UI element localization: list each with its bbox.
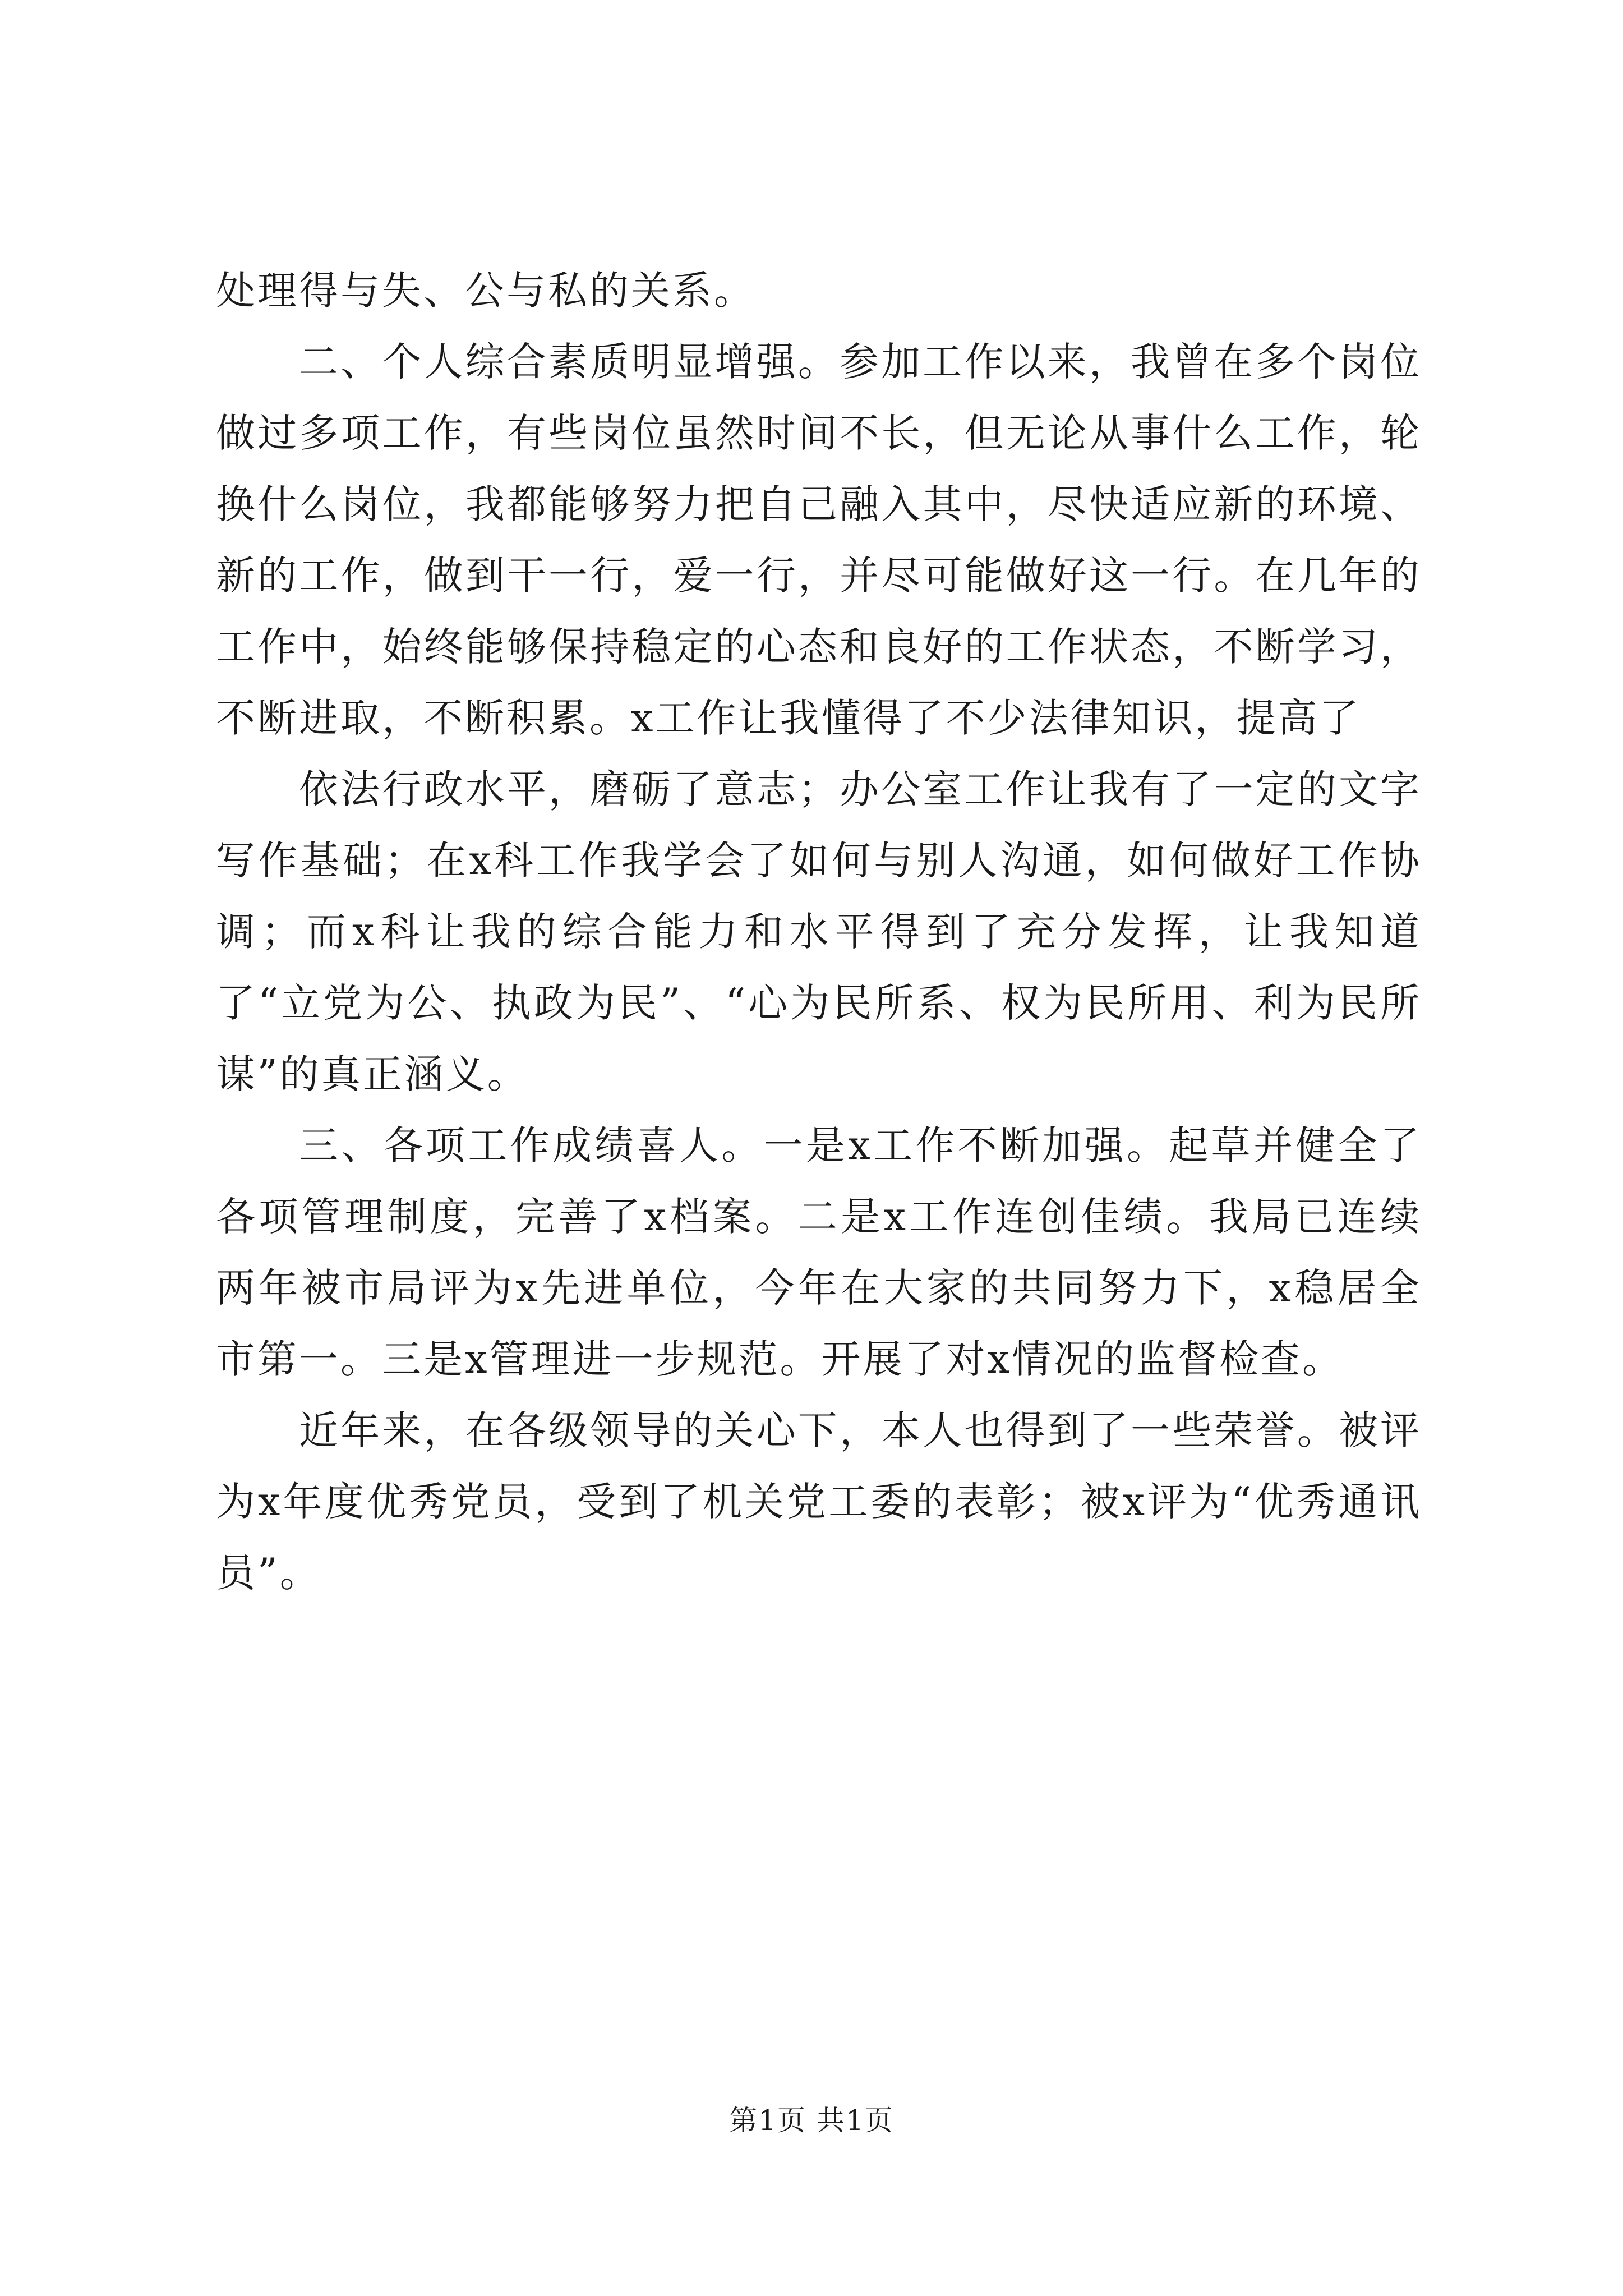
- paragraph-continuation: 处理得与失、公与私的关系。: [216, 268, 755, 314]
- paragraph-work-experience: 依法行政水平，磨砺了意志；办公室工作让我有了一定的文字写作基础；在x科工作我学会了如何与别人沟通，如何做好工作协调；而x科让我的综合能力和水平得到了充分发挥，让我知道了“立党为公、执政为民”、“心为民所系、权为民所用、利为民所谋”的真正涵义。: [216, 766, 1422, 1097]
- page-footer: 第1页 共1页: [729, 2104, 894, 2137]
- document-body: [216, 255, 1422, 1609]
- paragraph-achievements: 三、各项工作成绩喜人。一是x工作不断加强。起草并健全了各项管理制度，完善了x档案。二是x工作连创佳绩。我局已连续两年被市局评为x先进单位，今年在大家的共同努力下，x稳居全市第一。三是x管理进一步规范。开展了对x情况的监督检查。: [216, 1122, 1422, 1382]
- paragraph-honors: 近年来，在各级领导的关心下，本人也得到了一些荣誉。被评为x年度优秀党员，受到了机关党工委的表彰；被x评为“优秀通讯员”。: [216, 1407, 1422, 1596]
- paragraph-personal-quality: 二、个人综合素质明显增强。参加工作以来，我曾在多个岗位做过多项工作，有些岗位虽然时间不长，但无论从事什么工作，轮换什么岗位，我都能够努力把自己融入其中，尽快适应新的环境、新的工作，做到干一行，爱一行，并尽可能做好这一行。在几年的工作中，始终能够保持稳定的心态和良好的工作状态，不断学习，不断进取，不断积累。x工作让我懂得了不少法律知识，提高了: [216, 339, 1422, 741]
